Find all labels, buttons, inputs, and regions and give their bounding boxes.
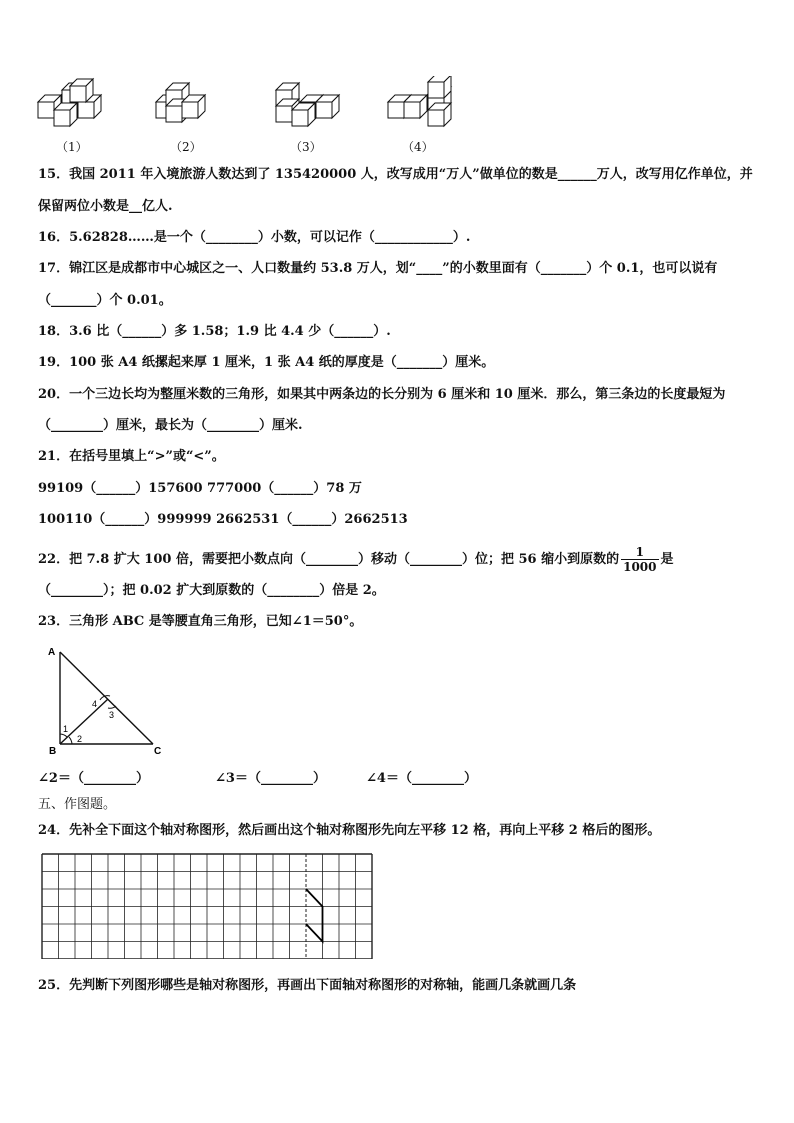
cube [404,95,427,118]
cube [182,95,205,118]
question-21-title: 21．在括号里填上“>”或“<”。 [38,449,225,464]
question-21-row1: 99109（______）157600 777000（______）78 万 [38,481,362,496]
section-5-title: 五、作图题。 [38,797,117,812]
question-23: 23．三角形 ABC 是等腰直角三角形，已知∠1＝50°。 [38,614,363,629]
angle-3-label: 3 [109,710,115,720]
question-15-line1: 15．我国 2011 年入境旅游人数达到了 135420000 人，改写成用“万人”做单位的数是______万人，改写用亿作单位，并 [38,167,753,182]
point-b-label: B [49,746,57,756]
answer-angle-4: ∠4＝（________） [366,771,477,786]
point-c-label: C [154,746,162,756]
figure-label-4: （4） [402,140,434,154]
question-16: 16．5.62828……是一个（________）小数，可以记作（____________）. [38,230,471,245]
cube [316,95,339,118]
fraction-numerator: 1 [621,545,658,560]
angle-4-label: 4 [92,699,98,709]
question-19: 19．100 张 A4 纸摞起来厚 1 厘米，1 张 A4 纸的厚度是（_______）厘米。 [38,355,495,370]
angle-1-label: 1 [63,724,69,734]
question-15-line2: 保留两位小数是__亿人. [38,199,173,214]
fraction-denominator: 1000 [623,560,657,574]
question-20-line1: 20．一个三边长均为整厘米数的三角形，如果其中两条边的长分别为 6 厘米和 10 厘米．那么，第三条边的长度最短为 [38,387,726,402]
point-a-label: A [48,647,56,658]
cube [70,79,93,102]
question-17-line1: 17．锦江区是成都市中心城区之一、人口数量约 53.8 万人，划“____”的小数里面有（_______）个 0.1，也可以说有 [38,261,718,276]
cube [292,103,315,126]
figure-label-3: （3） [290,140,322,154]
cube [428,76,451,98]
question-21-row2: 100110（______）999999 2662531（______）2662513 [38,512,408,527]
fraction [621,545,658,574]
figure-label-2: （2） [170,140,202,154]
question-20-line2: （________）厘米，最长为（________）厘米. [38,418,303,433]
grid-drawing-area [40,853,375,959]
question-22-line1 [38,545,674,574]
question-18: 18．3.6 比（______）多 1.58；1.9 比 4.4 少（______）. [38,324,391,339]
angle-2-label: 2 [77,734,83,744]
cube-figures [30,76,470,132]
question-22-part2: 是 [660,552,674,567]
triangle-abc-figure [40,644,170,756]
answer-angle-3: ∠3＝（________） [215,771,326,786]
question-22-line2: （________）；把 0.02 扩大到原数的（________）倍是 2。 [38,583,385,598]
figure-label-1: （1） [56,140,88,154]
cube [54,103,77,126]
question-17-line2: （_______）个 0.01。 [38,293,172,308]
question-22-part1: 22．把 7.8 扩大 100 倍，需要把小数点向（________）移动（________）位；把 56 缩小到原数的 [38,552,620,567]
answer-angle-2: ∠2＝（________） [38,771,149,786]
cube [428,103,451,126]
question-24: 24．先补全下面这个轴对称图形，然后画出这个轴对称图形先向左平移 12 格，再向上平移 2 格后的图形。 [38,823,661,838]
half-shape [306,889,323,942]
question-25: 25．先判断下列图形哪些是轴对称图形，再画出下面轴对称图形的对称轴，能画几条就画几条 [38,978,577,993]
